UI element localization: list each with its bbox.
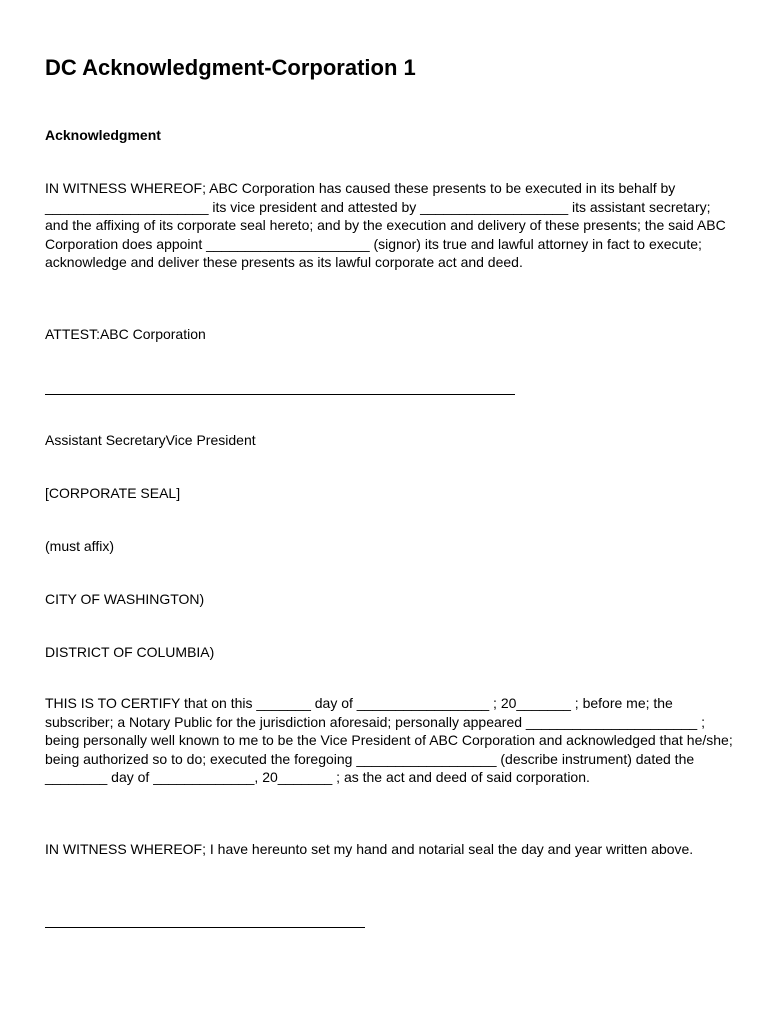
certification-paragraph: THIS IS TO CERTIFY that on this _______ day of _________________ ; 20_______ ; before me; the subscriber; a Notary Public for the jurisdiction aforesaid; personally appeared ______________________ ; being personally well known to me to be the Vice President of ABC Corporation and acknowledged that he/she; being authorized so to do; executed the foregoing __________________ (describe instrument) dated the ________ day of _____________, 20_______ ; as the act and deed of said corporation.	[45, 695, 733, 786]
document-title: DC Acknowledgment-Corporation 1	[45, 55, 416, 80]
must-affix-note: (must affix)	[45, 538, 114, 554]
attest-line: ATTEST:ABC Corporation	[45, 326, 206, 342]
notary-witness-paragraph: IN WITNESS WHEREOF; I have hereunto set my hand and notarial seal the day and year written above.	[45, 841, 694, 857]
section-heading: Acknowledgment	[45, 127, 161, 143]
city-line: CITY OF WASHINGTON)	[45, 591, 205, 607]
notary-signature-line	[45, 927, 365, 928]
district-line: DISTRICT OF COLUMBIA)	[45, 644, 215, 660]
witness-paragraph: IN WITNESS WHEREOF; ABC Corporation has caused these presents to be executed in its behalf by _____________________ its vice president and attested by ___________________ its assistant secretary; and the affixing of its corporate seal hereto; and by the execution and delivery of these presents; the said ABC Corporation does appoint _____________________ (signor) its true and lawful attorney in fact to execute; acknowledge and deliver these presents as its lawful corporate act and deed.	[45, 180, 726, 271]
corporate-seal-label: [CORPORATE SEAL]	[45, 485, 181, 501]
signer-titles: Assistant SecretaryVice President	[45, 432, 256, 448]
attest-signature-line	[45, 394, 515, 395]
